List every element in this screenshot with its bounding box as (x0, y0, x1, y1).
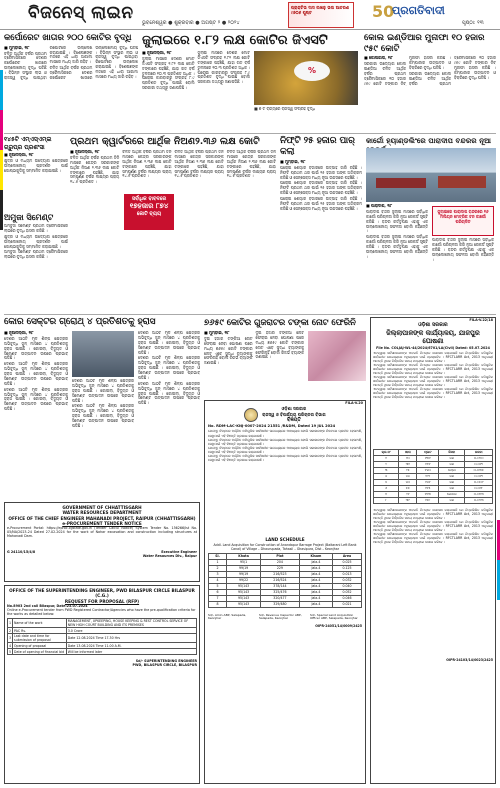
signature-ri: Sd/- Revenue Inspector ABP, Salapada, Keonjhar (259, 612, 302, 621)
photo-caption: ■ ୭ ଟି ରାଜ୍ୟରେ ରାଜସ୍ୱ ସଂଗ୍ରହ ବୃଦ୍ଧି (254, 107, 316, 111)
land-cell: ୧୪୦ (417, 467, 439, 473)
land-schedule-cell: Jala-4 (299, 589, 332, 595)
land-schedule-header-cell: Area (333, 553, 362, 559)
land-cell: ୩୯ (399, 497, 417, 503)
land-cell: ୦.୦୦୯ (465, 479, 493, 485)
rfp-cell: PAC Rs. (13, 628, 67, 634)
land-schedule-cell: Jala-4 (299, 583, 332, 589)
article-body (204, 331, 304, 395)
land-cell: ୧୪୧ (417, 479, 439, 485)
rfp-cell: 5 (9, 649, 12, 654)
rfp-cell: 2 (9, 628, 12, 633)
rfp-cell: 1 (8, 619, 13, 628)
land-header-cell: ଖାତା (399, 449, 417, 455)
byline: ■ ନୂଆଦିଲ୍ଲୀ, ୧ା୮ (70, 150, 100, 154)
office-name: ରାଜସ୍ୱ ଓ ବିପର୍ଯ୍ୟୟ ପରିଚାଳନା ବିଭାଗ (262, 411, 326, 417)
signatory-office: Water Resources Div., Raipur (142, 554, 197, 559)
article-body (366, 204, 428, 310)
notice-body-cont-3: ଯେହେତୁ ନିମ୍ନରେ ବର୍ଣ୍ଣିତ ଜମିଗୁଡିକ ସାର୍ବଜନୀନ ଉଦ୍ଦେଶ୍ୟରେ ଆବଶ୍ୟକ ବୋଲି ସରକାରଙ୍କ ନିକଟରେ ପ୍ରତୀତ ହେଉଅଛି, ସେଥିପାଇଁ ଏହି ବିଜ୍ଞପ୍ତି ପ୍ରକାଶ କରାଯାଉଛି । (208, 454, 362, 463)
callout-line-2: ୧୭ହଜାର ୮୭୪ (129, 202, 169, 211)
land-schedule-cell: 329/480 (261, 601, 300, 607)
land-cell: ୬ (374, 485, 399, 491)
subheadline: ଅମୁଜା ସିମେଣ୍ଟ (4, 212, 54, 222)
registration-mark-magenta (0, 110, 3, 150)
notice-title: ଘୋଷଣା (422, 336, 444, 345)
land-schedule-cell: 3 (209, 571, 227, 577)
revenue-dept-notice (204, 400, 366, 784)
article-text-cont-2: ପାରାଦୀପ ବନ୍ଦର ଜୁଲାଇ ମାସରେ ସର୍ବାଧିକ କାର୍ଗୋ ପରିଚାଳନା କରି ନୂଆ ରେକର୍ଡ ସୃଷ୍ଟି କରିଛି । ବନ୍ଦର କର୍ତ୍ତୃପକ୍ଷ ଏହାକୁ ଏକ ଉଲ୍ଲେଖନୀୟ ସଫଳତା ବୋଲି କହିଛନ୍ତି । (432, 238, 494, 262)
department-name: WATER RESOURCES DEPARTMENT (62, 510, 142, 516)
port-callout: ଜୁଲାଇରେ ପାରାଦୀପ ବନ୍ଦରରେ ୧୬ ମିଲିୟନ ମେଟ୍ରିକ ଟନ କାର୍ଗୋ ପରିଚାଳିତ (432, 206, 494, 236)
article-text-cont: ଦେଶର ଆଠଟି ମୂଳ ଶିଳ୍ପ କ୍ଷେତ୍ରର ଅଭିବୃଦ୍ଧି ଜୁନ୍‌ ମାସରେ ୪ ପ୍ରତିଶତକୁ ହ୍ରାସ ପାଇଛି । କୋଇଲା, ବିଦ୍ୟୁତ ଓ ସିମେଣ୍ଟ ଉତ୍ପାଦନ ଉପରେ ପ୍ରଭାବ ପଡିଛି । (4, 361, 68, 386)
article-text-cont-2: ଅମ୍ବୁଜା ସିମେଣ୍ଟ ପ୍ରଥମ ତ୍ରୈମାସିକରେ ଲାଭରେ ବୃଦ୍ଧି ହାସଲ କରିଛି । (4, 249, 68, 260)
land-schedule-header-cell: Sl. (209, 553, 227, 559)
land-cell: ୦.୦୧୩ (465, 491, 493, 497)
notice-body-cont: ଯେହେତୁ ନିମ୍ନରେ ବର୍ଣ୍ଣିତ ଜମିଗୁଡିକ ସାର୍ବଜନୀନ ଉଦ୍ଦେଶ୍ୟରେ ଆବଶ୍ୟକ ବୋଲି ସରକାରଙ୍କ ନିକଟରେ ପ୍ରତୀତ ହେଉଅଛି, ସେଥିପାଇଁ ଏହି ବିଜ୍ଞପ୍ତି ପ୍ରକାଶ କରାଯାଉଛି । (208, 437, 362, 446)
land-cell: ୦.୦୨୦ (465, 455, 493, 461)
section-title: ବିଜନେସ୍‌ ଲାଇନ (28, 3, 134, 23)
tender-title: e-PROCUREMENT TENDER NOTICE (62, 520, 142, 526)
callout-line-3: କୋଟି ବ୍ୟୟ (136, 211, 162, 217)
land-schedule-cell: Jala-4 (299, 571, 332, 577)
article-text-cont: ଦୁଇ ହଜାର ଟଙ୍କିଆ ନୋଟ ଫେରାଇ ନେବା ଘୋଷଣା ପରେ ମଧ୍ୟ ୭୬୫୯ କୋଟି ଟଙ୍କାର ନୋଟ ଏବେ ସୁଦ୍ଧା ବ୍ୟାଙ୍କକୁ ଫେରିନାହିଁ ବୋଲି ରିଜର୍ଭ ବ୍ୟାଙ୍କ ଜଣାଇଛି । (255, 331, 304, 360)
registration-mark-cyan (0, 70, 3, 110)
land-schedule-cell: 95/1 (227, 559, 261, 565)
registration-mark-black (0, 190, 3, 230)
masthead (0, 0, 500, 30)
org-name: ଓଡ଼ିଶା ସରକାର (418, 322, 448, 329)
article-text: ସରକାରୀ ଉଦ୍ୟୋଗ କୋଲ ଇଣ୍ଡିଆ ଚଳିତ ଆର୍ଥିକ ବର୍ଷର ପ୍ରଥମ ତ୍ରୈମାସିକରେ ୧୦ ହଜାର ୯୫୯ କୋଟି ଟଙ୍କାର ନିଟ୍‌ ମୁନାଫା ହାସଲ କରିଛି । କମ୍ପାନୀର ଉତ୍ପାଦନ ଓ ବିକ୍ରିରେ ବୃଦ୍ଧି ଘଟିଛି । (364, 56, 451, 86)
article-body-3 (138, 331, 200, 497)
rfp-cell: Last date and time for submission of proposal (13, 634, 67, 643)
land-cell: ଜଳ (439, 461, 465, 467)
byline: ■ ମୁମ୍ବାଇ, ୧ା୮ (204, 331, 230, 335)
land-schedule-cell: 0.013 (333, 571, 362, 577)
article-text: ଚଳିତ ଆର୍ଥିକ ବର୍ଷର ପ୍ରଥମ ତ୍ରୈମାସିକରେ ଦେଶର କର୍ପୋରେଟ ଖାତାରେ ଉଲ୍ଲେଖନୀୟ ବୃଦ୍ଧି ଘଟିଛି । ବିଭିନ୍ନ ସଂସ୍ଥାର ଲାଭ ଓ ରାଜସ୍ୱ ବୃଦ୍ଧି ପାଇଥିବା ରିପୋର୍ଟରେ ଉଲ୍ଲେଖ କରାଯାଇଛି । ବିଶେଷଜ୍ଞଙ୍କ ମତରେ ଏହି ଧାରା ଆଗାମୀ ମାସରେ ମଧ୍ୟ ଜାରି ରହିବ । (4, 45, 93, 80)
notice-body-cont-2: ଏତଦ୍ୱାରା ସର୍ବସାଧାରଣଙ୍କ ଅବଗତି ନିମନ୍ତେ ଘୋଷଣା କରାଯାଉଛି ଯେ ନିମ୍ନଲିଖିତ ଜମିଗୁଡିକ ସାର୍ବଜନୀନ ଉଦ୍ଦେଶ୍ୟରେ ଅଧିଗ୍ରହଣ ପାଇଁ ପ୍ରସ୍ତାବିତ । RFCTLARR Act, 2013 ଅନୁଯାୟୀ ଆପତ୍ତି ଥିଲେ ନିର୍ଦ୍ଧାରିତ ସମୟ ମଧ୍ୟରେ ଦାଖଲ କରିବେ । (373, 374, 493, 387)
file-tag: FILA-V.22/18 (469, 318, 493, 322)
land-schedule-cell: 95/143 (227, 595, 261, 601)
headline: ନିଫ୍ଟି ୨୫ ହଜାର ପାର୍‌ କଲା (280, 136, 355, 157)
land-cell: ୭ (374, 491, 399, 497)
land-schedule-cell: Jala-4 (299, 601, 332, 607)
land-schedule-cell: Jala-4 (299, 595, 332, 601)
article-body (280, 160, 362, 310)
article-text: ଚଳିତ ଆର୍ଥିକ ବର୍ଷର ପ୍ରଥମ ତିନି ମାସରେ କେନ୍ଦ୍ର ସରକାରଙ୍କ ଆର୍ଥିକ ନିଅଣ ୨.୩୬ ଲକ୍ଷ କୋଟି ଟଙ୍କାରେ ପହଞ୍ଚିଛି, ଯାହା ସମ୍ପୂର୍ଣ୍ଣ ବର୍ଷର ଲକ୍ଷ୍ୟର ପ୍ରାୟ ୧୪.୫ ପ୍ରତିଶତ । (70, 154, 120, 185)
advert-text: ପ୍ରାକ୍‌ଟିଭ ଦାସ ଲଖନୁ ଭଲ ଆଚରଣ ୯୭୦୬ ପୁଷ୍ଟ (291, 5, 350, 16)
land-cell: ୨୦ (399, 455, 417, 461)
land-schedule-cell: Jala-4 (299, 565, 332, 571)
land-schedule-cell: 95/143 (227, 589, 261, 595)
land-schedule-header-cell: Kisam (299, 553, 332, 559)
org-name: ଓଡ଼ିଶା ସରକାର (281, 406, 307, 412)
headline: କୋର ସେକ୍ଟର ଗ୍ରୋଥ୍‌ ୪ ପ୍ରତିଶତକୁ ହ୍ରାସ (4, 317, 156, 327)
rfp-title: REQUEST FOR PROPOSAL (RFP) (64, 598, 140, 604)
land-cell: ୪ (374, 473, 399, 479)
article-text: ଦୁଇ ହଜାର ଟଙ୍କିଆ ନୋଟ ଫେରାଇ ନେବା ଘୋଷଣା ପରେ ମଧ୍ୟ ୭୬୫୯ କୋଟି ଟଙ୍କାର ନୋଟ ଏବେ ସୁଦ୍ଧା ବ୍ୟାଙ୍କକୁ ଫେରିନାହିଁ ବୋଲି ରିଜର୍ଭ ବ୍ୟାଙ୍କ ଜଣାଇଛି । (204, 335, 253, 366)
land-cell: ଜଳ (439, 497, 465, 503)
table-row (374, 497, 493, 503)
land-schedule-cell: 95/143 (227, 601, 261, 607)
article-text: ଘରୋଇ ଶେୟାର ବଜାରରେ ଉତ୍ସାହ ଜାରି ରହିଛି । ନିଫ୍ଟି ପ୍ରଥମ ଥର ପାଇଁ ୨୫ ହଜାର ଅଙ୍କ ଅତିକ୍ରମ କରିଛି ଓ ସେନ୍‌ସେକ୍ସ ମଧ୍ୟ ନୂଆ ଉଚ୍ଚତାରେ ପହଞ୍ଚିଛି । (280, 164, 362, 180)
article-text-cont-2: ଦେଶର ଆଠଟି ମୂଳ ଶିଳ୍ପ କ୍ଷେତ୍ରର ଅଭିବୃଦ୍ଧି ଜୁନ୍‌ ମାସରେ ୪ ପ୍ରତିଶତକୁ ହ୍ରାସ ପାଇଛି । କୋଇଲା, ବିଦ୍ୟୁତ ଓ ସିମେଣ୍ଟ ଉତ୍ପାଦନ ଉପରେ ପ୍ରଭାବ ପଡିଛି । (4, 386, 68, 412)
article-text-cont: କ୍ଷୁଦ୍ର ଓ ମଧ୍ୟମ ଉଦ୍ୟୋଗ କ୍ଷେତ୍ରରେ ଉଲ୍ଲେଖନୀୟ ପ୍ରଦର୍ଶନ ପାଇଁ ଗୋଷ୍ଠୀଗୁଡିକୁ ସମ୍ମାନିତ କରାଯାଇଛି । (4, 233, 68, 249)
land-cell: ୩ (374, 467, 399, 473)
land-cell: ୨୧ (399, 491, 417, 497)
office-name: OFFICE OF THE CHIEF ENGINEER MAHANADI PROJECT, RAIPUR (CHHATTISGARH) (8, 515, 196, 521)
article-text-cont-2: ଚଳିତ ଆର୍ଥିକ ବର୍ଷର ପ୍ରଥମ ତିନି ମାସରେ କେନ୍ଦ୍ର ସରକାରଙ୍କ ଆର୍ଥିକ ନିଅଣ ୨.୩୬ ଲକ୍ଷ କୋଟି ଟଙ୍କାରେ ପହଞ୍ଚିଛି, ଯାହା ସମ୍ପୂର୍ଣ୍ଣ ବର୍ଷର ଲକ୍ଷ୍ୟର ପ୍ରାୟ ୧୪.୫ ପ୍ରତିଶତ । (174, 150, 224, 179)
land-schedule-cell: 2 (209, 565, 227, 571)
notice-body-cont-3: ଏତଦ୍ୱାରା ସର୍ବସାଧାରଣଙ୍କ ଅବଗତି ନିମନ୍ତେ ଘୋଷଣା କରାଯାଉଛି ଯେ ନିମ୍ନଲିଖିତ ଜମିଗୁଡିକ ସାର୍ବଜନୀନ ଉଦ୍ଦେଶ୍ୟରେ ଅଧିଗ୍ରହଣ ପାଇଁ ପ୍ରସ୍ତାବିତ । RFCTLARR Act, 2013 ଅନୁଯାୟୀ ଆପତ୍ତି ଥିଲେ ନିର୍ଦ୍ଧାରିତ ସମୟ ମଧ୍ୟରେ ଦାଖଲ କରିବେ । (373, 386, 493, 399)
article-msme (4, 136, 68, 312)
oipr-number: OIPR-24051/14/0009/2425 (315, 624, 362, 629)
land-cell: ୧୭୧ (417, 461, 439, 467)
land-header-cell: କ୍ର.ନଂ (374, 449, 399, 455)
table-row (8, 619, 197, 628)
land-cell: ଜଳ (439, 485, 465, 491)
anniversary-mark: 50 (372, 2, 395, 21)
byline: ■ ନୂଆଦିଲ୍ଲୀ, ୧ା୮ (4, 331, 34, 335)
notice-body-cont-5: ଏତଦ୍ୱାରା ସର୍ବସାଧାରଣଙ୍କ ଅବଗତି ନିମନ୍ତେ ଘୋଷଣା କରାଯାଉଛି ଯେ ନିମ୍ନଲିଖିତ ଜମିଗୁଡିକ ସାର୍ବଜନୀନ ଉଦ୍ଦେଶ୍ୟରେ ଅଧିଗ୍ରହଣ ପାଇଁ ପ୍ରସ୍ତାବିତ । RFCTLARR Act, 2013 ଅନୁଯାୟୀ ଆପତ୍ତି ଥିଲେ ନିର୍ଦ୍ଧାରିତ ସମୟ ମଧ୍ୟରେ ଦାଖଲ କରିବେ । (373, 519, 493, 532)
signatory: Executive Engineer (161, 550, 197, 554)
issue-date: ଭୁବନେଶ୍ୱର ● ଶୁକ୍ରବାର ● ଅଗଷ୍ଟ ୨ ● ୨୦୨୪ (142, 20, 240, 26)
land-cell: ୫ (374, 479, 399, 485)
article-currency-notes (204, 317, 366, 397)
file-number: File No. COLJAJ-WL-44/2024/6701/LA(Civil) Dated: 05.07.2024 (376, 345, 490, 350)
land-schedule-cell: 229 (261, 565, 300, 571)
article-text-cont: ଚଳିତ ଆର୍ଥିକ ବର୍ଷର ପ୍ରଥମ ତ୍ରୈମାସିକରେ ଦେଶର କର୍ପୋରେଟ ଖାତାରେ ଉଲ୍ଲେଖନୀୟ ବୃଦ୍ଧି ଘଟିଛି । ବିଭିନ୍ନ ସଂସ୍ଥାର ଲାଭ ଓ ରାଜସ୍ୱ ବୃଦ୍ଧି ପାଇଥିବା ରିପୋର୍ଟରେ ଉଲ୍ଲେଖ କରାଯାଇଛି । ବିଶେଷଜ୍ଞଙ୍କ ମତରେ ଏହି ଧାରା ଆଗାମୀ ମାସରେ ମଧ୍ୟ ଜାରି ରହିବ । (49, 45, 138, 80)
article-corporate (4, 33, 138, 131)
divider (4, 133, 496, 134)
land-cell: ୧ (374, 455, 399, 461)
currency-notes-photo (308, 331, 366, 381)
land-schedule-cell: 99/19 (227, 571, 261, 577)
office-name: ଜିଲ୍ଲାପାଳଙ୍କ କାର୍ଯ୍ୟାଳୟ, ଯାଜପୁର (386, 328, 480, 337)
fiscal-callout (124, 194, 174, 230)
callout-line-1: ସର୍ବାଧିକ ବାବଦରେ (131, 196, 167, 202)
cg-tender-notice (4, 502, 200, 582)
article-body (4, 331, 68, 497)
land-schedule-cell: 95/143 (227, 583, 261, 589)
divider (4, 314, 496, 315)
signature-amin: Sd/- Amin ABP, Salapada, Keonjhar (208, 612, 247, 621)
collector-notice (370, 317, 496, 784)
land-cell: ୮ (374, 497, 399, 503)
article-paradip-port (366, 136, 496, 312)
signatory-office: PWD, BILASPUR CIRCLE, BILASPUR (132, 663, 197, 668)
land-cell: ୧୭୩ (417, 491, 439, 497)
article-text: ଦେଶର ଆଠଟି ମୂଳ ଶିଳ୍ପ କ୍ଷେତ୍ରର ଅଭିବୃଦ୍ଧି ଜୁନ୍‌ ମାସରେ ୪ ପ୍ରତିଶତକୁ ହ୍ରାସ ପାଇଛି । କୋଇଲା, ବିଦ୍ୟୁତ ଓ ସିମେଣ୍ଟ ଉତ୍ପାଦନ ଉପରେ ପ୍ରଭାବ ପଡିଛି । (72, 379, 134, 403)
notice-body-cont-4: ଏତଦ୍ୱାରା ସର୍ବସାଧାରଣଙ୍କ ଅବଗତି ନିମନ୍ତେ ଘୋଷଣା କରାଯାଉଛି ଯେ ନିମ୍ନଲିଖିତ ଜମିଗୁଡିକ ସାର୍ବଜନୀନ ଉଦ୍ଦେଶ୍ୟରେ ଅଧିଗ୍ରହଣ ପାଇଁ ପ୍ରସ୍ତାବିତ । RFCTLARR Act, 2013 ଅନୁଯାୟୀ ଆପତ୍ତି ଥିଲେ ନିର୍ଦ୍ଧାରିତ ସମୟ ମଧ୍ୟରେ ଦାଖଲ କରିବେ । (373, 507, 493, 520)
notice-number: No. RDM-LAC-KNJ-0007-2024 21551 /R&DM, Dated 19 JUL 2024 (208, 424, 336, 428)
land-cell: ୫୫ (399, 485, 417, 491)
land-schedule-cell: 320/477 (261, 595, 300, 601)
article-text-cont: ପାରାଦୀପ ବନ୍ଦର ଜୁଲାଇ ମାସରେ ସର୍ବାଧିକ କାର୍ଗୋ ପରିଚାଳନା କରି ନୂଆ ରେକର୍ଡ ସୃଷ୍ଟି କରିଛି । ବନ୍ଦର କର୍ତ୍ତୃପକ୍ଷ ଏହାକୁ ଏକ ଉଲ୍ଲେଖନୀୟ ସଫଳତା ବୋଲି କହିଛନ୍ତି । (366, 234, 428, 259)
rfp-body: Online e-Procurement tender from PWD Registered Contractor/Agencies who have the pre-qualification criteria for the works as detailed below: (7, 607, 196, 616)
article-text: କ୍ଷୁଦ୍ର ଓ ମଧ୍ୟମ ଉଦ୍ୟୋଗ କ୍ଷେତ୍ରରେ ଉଲ୍ଲେଖନୀୟ ପ୍ରଦର୍ଶନ ପାଇଁ ଗୋଷ୍ଠୀଗୁଡିକୁ ସମ୍ମାନିତ କରାଯାଇଛି । (4, 157, 68, 173)
land-schedule-table (208, 553, 362, 608)
land-cell: ୧୧୫ (417, 485, 439, 491)
land-schedule-cell: 216/523 (261, 571, 300, 577)
article-text: ଅମ୍ବୁଜା ସିମେଣ୍ଟ ପ୍ରଥମ ତ୍ରୈମାସିକରେ ଲାଭରେ ବୃଦ୍ଧି ହାସଲ କରିଛି । (4, 224, 68, 233)
office-name: OFFICE OF THE SUPERINTENDING ENGINEER, PWD BILASPUR CIRCLE BILASPUR (C.G.) (9, 588, 195, 599)
rfp-cell: 3.0 Crore (66, 628, 196, 634)
oipr-number: OIPR-24103/14/0023/2425 (446, 657, 493, 662)
article-body-2 (432, 238, 494, 310)
article-body-2 (4, 224, 68, 320)
registration-mark-yellow (0, 150, 3, 190)
article-body (70, 150, 276, 310)
land-schedule-cell: 5 (209, 583, 227, 589)
article-text: ଜୁଲାଇ ମାସରେ ଦେଶର ମୋଟ ଜିଏସଟି ସଂଗ୍ରହ ୧.୮୨ ଲକ୍ଷ କୋଟି ଟଙ୍କାରେ ପହଞ୍ଚିଛି, ଯାହା ଗତ ବର୍ଷ ତୁଳନାରେ ୧୦.୩ ପ୍ରତିଶତ ଅଧିକ । ଘରୋଇ କାରବାରରୁ ସଂଗ୍ରହ ୮.୯ ପ୍ରତିଶତ ବୃଦ୍ଧି ପାଇଛି ବୋଲି ସରକାରୀ ତଥ୍ୟରୁ ଜଣାପଡିଛି । (142, 55, 195, 91)
signature-slao: Sd/- Special Land Acquisition Officer ABP, Salapada, Keonjhar (310, 612, 358, 621)
article-body (142, 51, 250, 129)
land-header-cell: ରକବା (465, 449, 493, 455)
table-row (8, 649, 197, 655)
tender-ref: G 24110/15/4/8 (7, 550, 36, 554)
land-cell: ୧୨୨ (417, 473, 439, 479)
article-fiscal-deficit (70, 136, 276, 312)
land-cell: ୨୫ (399, 467, 417, 473)
notice-body: ଏତଦ୍ୱାରା ସର୍ବସାଧାରଣଙ୍କ ଅବଗତି ନିମନ୍ତେ ଘୋଷଣା କରାଯାଉଛି ଯେ ନିମ୍ନଲିଖିତ ଜମିଗୁଡିକ ସାର୍ବଜନୀନ ଉଦ୍ଦେଶ୍ୟରେ ଅଧିଗ୍ରହଣ ପାଇଁ ପ୍ରସ୍ତାବିତ । RFCTLARR Act, 2013 ଅନୁଯାୟୀ ଆପତ୍ତି ଥିଲେ ନିର୍ଦ୍ଧାରିତ ସମୟ ମଧ୍ୟରେ ଦାଖଲ କରିବେ । (373, 350, 493, 363)
headline: କୋଲ ଇଣ୍ଡିଆର ମୁନାଫା ୧୦ ହଜାର ୯୫୯ କୋଟି (364, 33, 485, 54)
land-schedule-cell: 204 (261, 559, 300, 565)
rfp-cell: Will be informed later (66, 649, 196, 655)
land-header-cell: ପ୍ଲଟ (417, 449, 439, 455)
land-schedule-cell: 0.052 (333, 589, 362, 595)
byline: ■ ପାରାଦୀପ, ୧ା୮ (366, 204, 393, 208)
land-schedule-cell: 0.021 (333, 601, 362, 607)
land-schedule-cell: 0.125 (333, 565, 362, 571)
land-schedule-cell: 99/19 (227, 565, 261, 571)
rfp-cell: Date of opening of financial bid (13, 649, 67, 655)
land-cell: ଜଳ (439, 455, 465, 461)
byline: ■ ମୁମ୍ବାଇ, ୧ା୮ (280, 159, 306, 164)
schedule-subtitle: Addl. Land Acquisition for Construction of Anandapur Barrage Project (Baitarani Left Bank Canal) of Village – Dhaurupada, Tahasil – Ghasipura, Dist – Keonjhar (213, 542, 357, 551)
land-cell: ୧୫୮ (417, 497, 439, 503)
notice-body-cont-6: ଏତଦ୍ୱାରା ସର୍ବସାଧାରଣଙ୍କ ଅବଗତି ନିମନ୍ତେ ଘୋଷଣା କରାଯାଉଛି ଯେ ନିମ୍ନଲିଖିତ ଜମିଗୁଡିକ ସାର୍ବଜନୀନ ଉଦ୍ଦେଶ୍ୟରେ ଅଧିଗ୍ରହଣ ପାଇଁ ପ୍ରସ୍ତାବିତ । RFCTLARR Act, 2013 ଅନୁଯାୟୀ ଆପତ୍ତି ଥିଲେ ନିର୍ଦ୍ଧାରିତ ସମୟ ମଧ୍ୟରେ ଦାଖଲ କରିବେ । (373, 531, 493, 544)
pwd-rfp-notice (4, 585, 200, 784)
gst-percent-icon: % (294, 61, 330, 81)
article-text: ଦେଶର ଆଠଟି ମୂଳ ଶିଳ୍ପ କ୍ଷେତ୍ରର ଅଭିବୃଦ୍ଧି ଜୁନ୍‌ ମାସରେ ୪ ପ୍ରତିଶତକୁ ହ୍ରାସ ପାଇଛି । କୋଇଲା, ବିଦ୍ୟୁତ ଓ ସିମେଣ୍ଟ ଉତ୍ପାଦନ ଉପରେ ପ୍ରଭାବ ପଡିଛି । (4, 335, 68, 361)
land-schedule-cell: 99/22 (227, 577, 261, 583)
land-schedule-cell: 0.046 (333, 595, 362, 601)
ship-icon (376, 178, 426, 188)
ship-icon (438, 176, 486, 188)
notice-body-cont-2: ଯେହେତୁ ନିମ୍ନରେ ବର୍ଣ୍ଣିତ ଜମିଗୁଡିକ ସାର୍ବଜନୀନ ଉଦ୍ଦେଶ୍ୟରେ ଆବଶ୍ୟକ ବୋଲି ସରକାରଙ୍କ ନିକଟରେ ପ୍ରତୀତ ହେଉଅଛି, ସେଥିପାଇଁ ଏହି ବିଜ୍ଞପ୍ତି ପ୍ରକାଶ କରାଯାଉଛି । (208, 445, 362, 455)
land-cell: ଗୋଚର (439, 491, 465, 497)
article-text-cont-3: ଚଳିତ ଆର୍ଥିକ ବର୍ଷର ପ୍ରଥମ ତିନି ମାସରେ କେନ୍ଦ୍ର ସରକାରଙ୍କ ଆର୍ଥିକ ନିଅଣ ୨.୩୬ ଲକ୍ଷ କୋଟି ଟଙ୍କାରେ ପହଞ୍ଚିଛି, ଯାହା ସମ୍ପୂର୍ଣ୍ଣ ବର୍ଷର ଲକ୍ଷ୍ୟର ପ୍ରାୟ ୧୪.୫ ପ୍ରତିଶତ । (226, 150, 276, 179)
land-schedule-cell: Jala-4 (299, 577, 332, 583)
land-schedule-cell: 1 (209, 559, 227, 565)
land-schedule-header-cell: Khata (227, 553, 261, 559)
land-cell: ଜଳ (439, 473, 465, 479)
land-cell: ଦଣ୍ଡା (439, 467, 465, 473)
rfp-cell: 3 (8, 634, 13, 643)
article-text-cont: ଦେଶର ଆଠଟି ମୂଳ ଶିଳ୍ପ କ୍ଷେତ୍ରର ଅଭିବୃଦ୍ଧି ଜୁନ୍‌ ମାସରେ ୪ ପ୍ରତିଶତକୁ ହ୍ରାସ ପାଇଛି । କୋଇଲା, ବିଦ୍ୟୁତ ଓ ସିମେଣ୍ଟ ଉତ୍ପାଦନ ଉପରେ ପ୍ରଭାବ ପଡିଛି । (138, 355, 200, 380)
land-cell: ୨ (374, 461, 399, 467)
byline: ■ ମୁମ୍ବାଇ, ୧ା୮ (4, 45, 30, 50)
land-schedule-cell: 4 (209, 577, 227, 583)
land-cell: ୦.୦୧୨ (465, 473, 493, 479)
article-text-cont: ସରକାରୀ ଉଦ୍ୟୋଗ କୋଲ ଇଣ୍ଡିଆ ଚଳିତ ଆର୍ଥିକ ବର୍ଷର ପ୍ରଥମ ତ୍ରୈମାସିକରେ ୧୦ ହଜାର ୯୫୯ କୋଟି ଟଙ୍କାର ନିଟ୍‌ ମୁନାଫା ହାସଲ କରିଛି । କମ୍ପାନୀର ଉତ୍ପାଦନ ଓ ବିକ୍ରିରେ ବୃଦ୍ଧି ଘଟିଛି । (409, 56, 496, 86)
article-coal-india (364, 33, 496, 131)
land-cell: ୦.୦୩୫ (465, 467, 493, 473)
land-schedule-cell: 216/524 (261, 577, 300, 583)
newspaper-logo: ପ୍ରଗତିବାଦୀ (392, 4, 445, 17)
schedule-title: LAND SCHEDULE (265, 537, 305, 543)
table-row (8, 634, 197, 643)
land-header-cell: କିସମ (439, 449, 465, 455)
emblem-icon (244, 408, 258, 422)
headline: ୭୬୫୯ କୋଟିର ଗୁଜରାଟର ଟଙ୍କା ନୋଟ ଫେରିନି (204, 317, 356, 327)
table-row (209, 601, 362, 607)
article-core-sector (4, 317, 200, 499)
byline: ■ କୋଲକାତା, ୧ା୮ (364, 56, 393, 61)
port-ships-photo (366, 148, 496, 202)
article-body (364, 56, 496, 130)
article-text-cont: ଚଳିତ ଆର୍ଥିକ ବର୍ଷର ପ୍ରଥମ ତିନି ମାସରେ କେନ୍ଦ୍ର ସରକାରଙ୍କ ଆର୍ଥିକ ନିଅଣ ୨.୩୬ ଲକ୍ଷ କୋଟି ଟଙ୍କାରେ ପହଞ୍ଚିଛି, ଯାହା ସମ୍ପୂର୍ଣ୍ଣ ବର୍ଷର ଲକ୍ଷ୍ୟର ପ୍ରାୟ ୧୪.୫ ପ୍ରତିଶତ । (122, 150, 172, 179)
article-text: ପାରାଦୀପ ବନ୍ଦର ଜୁଲାଇ ମାସରେ ସର୍ବାଧିକ କାର୍ଗୋ ପରିଚାଳନା କରି ନୂଆ ରେକର୍ଡ ସୃଷ୍ଟି କରିଛି । ବନ୍ଦର କର୍ତ୍ତୃପକ୍ଷ ଏହାକୁ ଏକ ଉଲ୍ଲେଖନୀୟ ସଫଳତା ବୋଲି କହିଛନ୍ତି । (366, 208, 428, 234)
land-schedule-cell: 6 (209, 589, 227, 595)
article-nifty (280, 136, 362, 312)
land-cell: ୦.୦୨୩ (465, 497, 493, 503)
land-schedule-header-cell: Plot (261, 553, 300, 559)
land-cell: ୪୪ (399, 473, 417, 479)
article-body-2 (72, 379, 134, 497)
page-number: ପୃଷ୍ଠା: ୧୩ (462, 20, 484, 26)
article-body (4, 46, 138, 130)
headline: କର୍ପୋରେଟ ଖାତାର ୨୦୦ କୋଟିର ବୃଦ୍ଧି (4, 33, 132, 43)
land-schedule-cell: 0.025 (333, 559, 362, 565)
byline: ■ ନୂଆଦିଲ୍ଲୀ, ୧ା୮ (142, 51, 172, 55)
rfp-cell: MANAGEMENT, UPKEEPING, HOUSE KEEPING & REST CONTROL SERVICE OF NEW HIGH COURT BUILDING AND ITS PREMISES (66, 619, 196, 628)
rfp-cell: Date 13.08.2024 Time 11.00 A.M. (66, 643, 196, 649)
rfp-cell: 4 (9, 643, 12, 648)
masthead-advert (288, 2, 354, 28)
land-cell: ୩୧ (399, 461, 417, 467)
rfp-cell: Name of the work (13, 619, 67, 628)
factory-photo (72, 331, 134, 377)
headline: ପ୍ରଥମ କ୍ୱାର୍ଟରରେ ଆର୍ଥିକ ନିଅଣ୨.୩୬ ଲକ୍ଷ କୋଟି (70, 136, 260, 147)
headline: କାର୍ଗୋ ହ୍ୟାଣ୍ଡଲିଂରେ ପାରାଦୀପ ବନ୍ଦରର ନୂଆ (366, 136, 492, 145)
land-cell: ୦.୦୧୨ (465, 461, 493, 467)
land-schedule-cell: 0.040 (333, 583, 362, 589)
article-text-cont: ଜୁଲାଇ ମାସରେ ଦେଶର ମୋଟ ଜିଏସଟି ସଂଗ୍ରହ ୧.୮୨ ଲକ୍ଷ କୋଟି ଟଙ୍କାରେ ପହଞ୍ଚିଛି, ଯାହା ଗତ ବର୍ଷ ତୁଳନାରେ ୧୦.୩ ପ୍ରତିଶତ ଅଧିକ । ଘରୋଇ କାରବାରରୁ ସଂଗ୍ରହ ୮.୯ ପ୍ରତିଶତ ବୃଦ୍ଧି ପାଇଛି ବୋଲି ସରକାରୀ ତଥ୍ୟରୁ ଜଣାପଡିଛି । (197, 51, 250, 85)
headline: ଜୁଲାଇରେ ୧.୮୨ ଲକ୍ଷ କୋଟିର ଜିଏସଟି (142, 33, 328, 48)
article-text-cont: ଘରୋଇ ଶେୟାର ବଜାରରେ ଉତ୍ସାହ ଜାରି ରହିଛି । ନିଫ୍ଟି ପ୍ରଥମ ଥର ପାଇଁ ୨୫ ହଜାର ଅଙ୍କ ଅତିକ୍ରମ କରିଛି ଓ ସେନ୍‌ସେକ୍ସ ମଧ୍ୟ ନୂଆ ଉଚ୍ଚତାରେ ପହଞ୍ଚିଛି । (280, 180, 362, 196)
land-schedule-cell: 7 (209, 595, 227, 601)
byline: ■ ନୂଆଦିଲ୍ଲୀ, ୧ା୮ (4, 153, 34, 157)
article-body (4, 153, 68, 209)
article-gst (142, 33, 360, 131)
land-cell: ୪୦ (399, 479, 417, 485)
gst-coins-photo (254, 51, 358, 105)
file-tag: FILA-V.20 (345, 401, 363, 405)
rfp-cell: Opening of proposal (13, 643, 67, 649)
article-text-cont-2: ଘରୋଇ ଶେୟାର ବଜାରରେ ଉତ୍ସାହ ଜାରି ରହିଛି । ନିଫ୍ଟି ପ୍ରଥମ ଥର ପାଇଁ ୨୫ ହଜାର ଅଙ୍କ ଅତିକ୍ରମ କରିଛି ଓ ସେନ୍‌ସେକ୍ସ ମଧ୍ୟ ନୂଆ ଉଚ୍ଚତାରେ ପହଞ୍ଚିଛି । (280, 196, 362, 211)
land-cell: ଜଳ (439, 479, 465, 485)
rfp-cell: Date 12.08.2024 Time 17.30 Hrs (66, 634, 196, 643)
land-schedule-cell: 8 (209, 601, 227, 607)
land-table (373, 449, 493, 504)
land-schedule-cell: 0.032 (333, 577, 362, 583)
notice-body-cont: ଏତଦ୍ୱାରା ସର୍ବସାଧାରଣଙ୍କ ଅବଗତି ନିମନ୍ତେ ଘୋଷଣା କରାଯାଉଛି ଯେ ନିମ୍ନଲିଖିତ ଜମିଗୁଡିକ ସାର୍ବଜନୀନ ଉଦ୍ଦେଶ୍ୟରେ ଅଧିଗ୍ରହଣ ପାଇଁ ପ୍ରସ୍ତାବିତ । RFCTLARR Act, 2013 ଅନୁଯାୟୀ ଆପତ୍ତି ଥିଲେ ନିର୍ଦ୍ଧାରିତ ସମୟ ମଧ୍ୟରେ ଦାଖଲ କରିବେ । (373, 362, 493, 375)
government-name: GOVERNMENT OF CHHATTISGARH (62, 505, 142, 510)
land-schedule-cell: 378/144 (261, 583, 300, 589)
article-text: ଦେଶର ଆଠଟି ମୂଳ ଶିଳ୍ପ କ୍ଷେତ୍ରର ଅଭିବୃଦ୍ଧି ଜୁନ୍‌ ମାସରେ ୪ ପ୍ରତିଶତକୁ ହ୍ରାସ ପାଇଛି । କୋଇଲା, ବିଦ୍ୟୁତ ଓ ସିମେଣ୍ଟ ଉତ୍ପାଦନ ଉପରେ ପ୍ରଭାବ ପଡିଛି । (138, 331, 200, 355)
article-text-cont-2: ଦେଶର ଆଠଟି ମୂଳ ଶିଳ୍ପ କ୍ଷେତ୍ରର ଅଭିବୃଦ୍ଧି ଜୁନ୍‌ ମାସରେ ୪ ପ୍ରତିଶତକୁ ହ୍ରାସ ପାଇଛି । କୋଇଲା, ବିଦ୍ୟୁତ ଓ ସିମେଣ୍ଟ ଉତ୍ପାଦନ ଉପରେ ପ୍ରଭାବ ପଡିଛି । (138, 380, 200, 406)
tender-body: e-Procurement Portal: https://eproc.cgstate.gov.in (Tender Caicul Notice) System Tender No. 156266/Ist No. 05/NA/2023-24 Dated 27.02.2024 for the work of Nahar excavation and construction including structures at Mahanadi Dam. (7, 526, 197, 539)
land-schedule-cell: 325/476 (261, 589, 300, 595)
land-cell: ୧୩୧ (417, 455, 439, 461)
land-cell: ୦.୦୨୮ (465, 485, 493, 491)
article-text-cont: ଦେଶର ଆଠଟି ମୂଳ ଶିଳ୍ପ କ୍ଷେତ୍ରର ଅଭିବୃଦ୍ଧି ଜୁନ୍‌ ମାସରେ ୪ ପ୍ରତିଶତକୁ ହ୍ରାସ ପାଇଛି । କୋଇଲା, ବିଦ୍ୟୁତ ଓ ସିମେଣ୍ଟ ଉତ୍ପାଦନ ଉପରେ ପ୍ରଭାବ ପଡିଛି । (72, 403, 134, 428)
signatory: Sd/- SUPERINTENDING ENGINEER (135, 659, 197, 664)
notice-title: ବିଜ୍ଞପ୍ତି (287, 416, 301, 423)
rfp-number: No.8903 2nd call Bilaspur, Date:23.07.2024 (7, 603, 88, 608)
land-schedule-cell: Jala-4 (299, 559, 332, 565)
notice-body: ଯେହେତୁ ନିମ୍ନରେ ବର୍ଣ୍ଣିତ ଜମିଗୁଡିକ ସାର୍ବଜନୀନ ଉଦ୍ଦେଶ୍ୟରେ ଆବଶ୍ୟକ ବୋଲି ସରକାରଙ୍କ ନିକଟରେ ପ୍ରତୀତ ହେଉଅଛି, ସେଥିପାଇଁ ଏହି ବିଜ୍ଞପ୍ତି ପ୍ରକାଶ କରାଯାଉଛି । (208, 429, 362, 438)
rfp-table (7, 618, 197, 655)
headline: ୧୪୫ଟି ଏମ୍‌ଏସ୍‌ଏମ୍‌ଇ ଗ୍ରୁପ୍‌ର ପ୍ରଶଂସା (4, 136, 52, 151)
